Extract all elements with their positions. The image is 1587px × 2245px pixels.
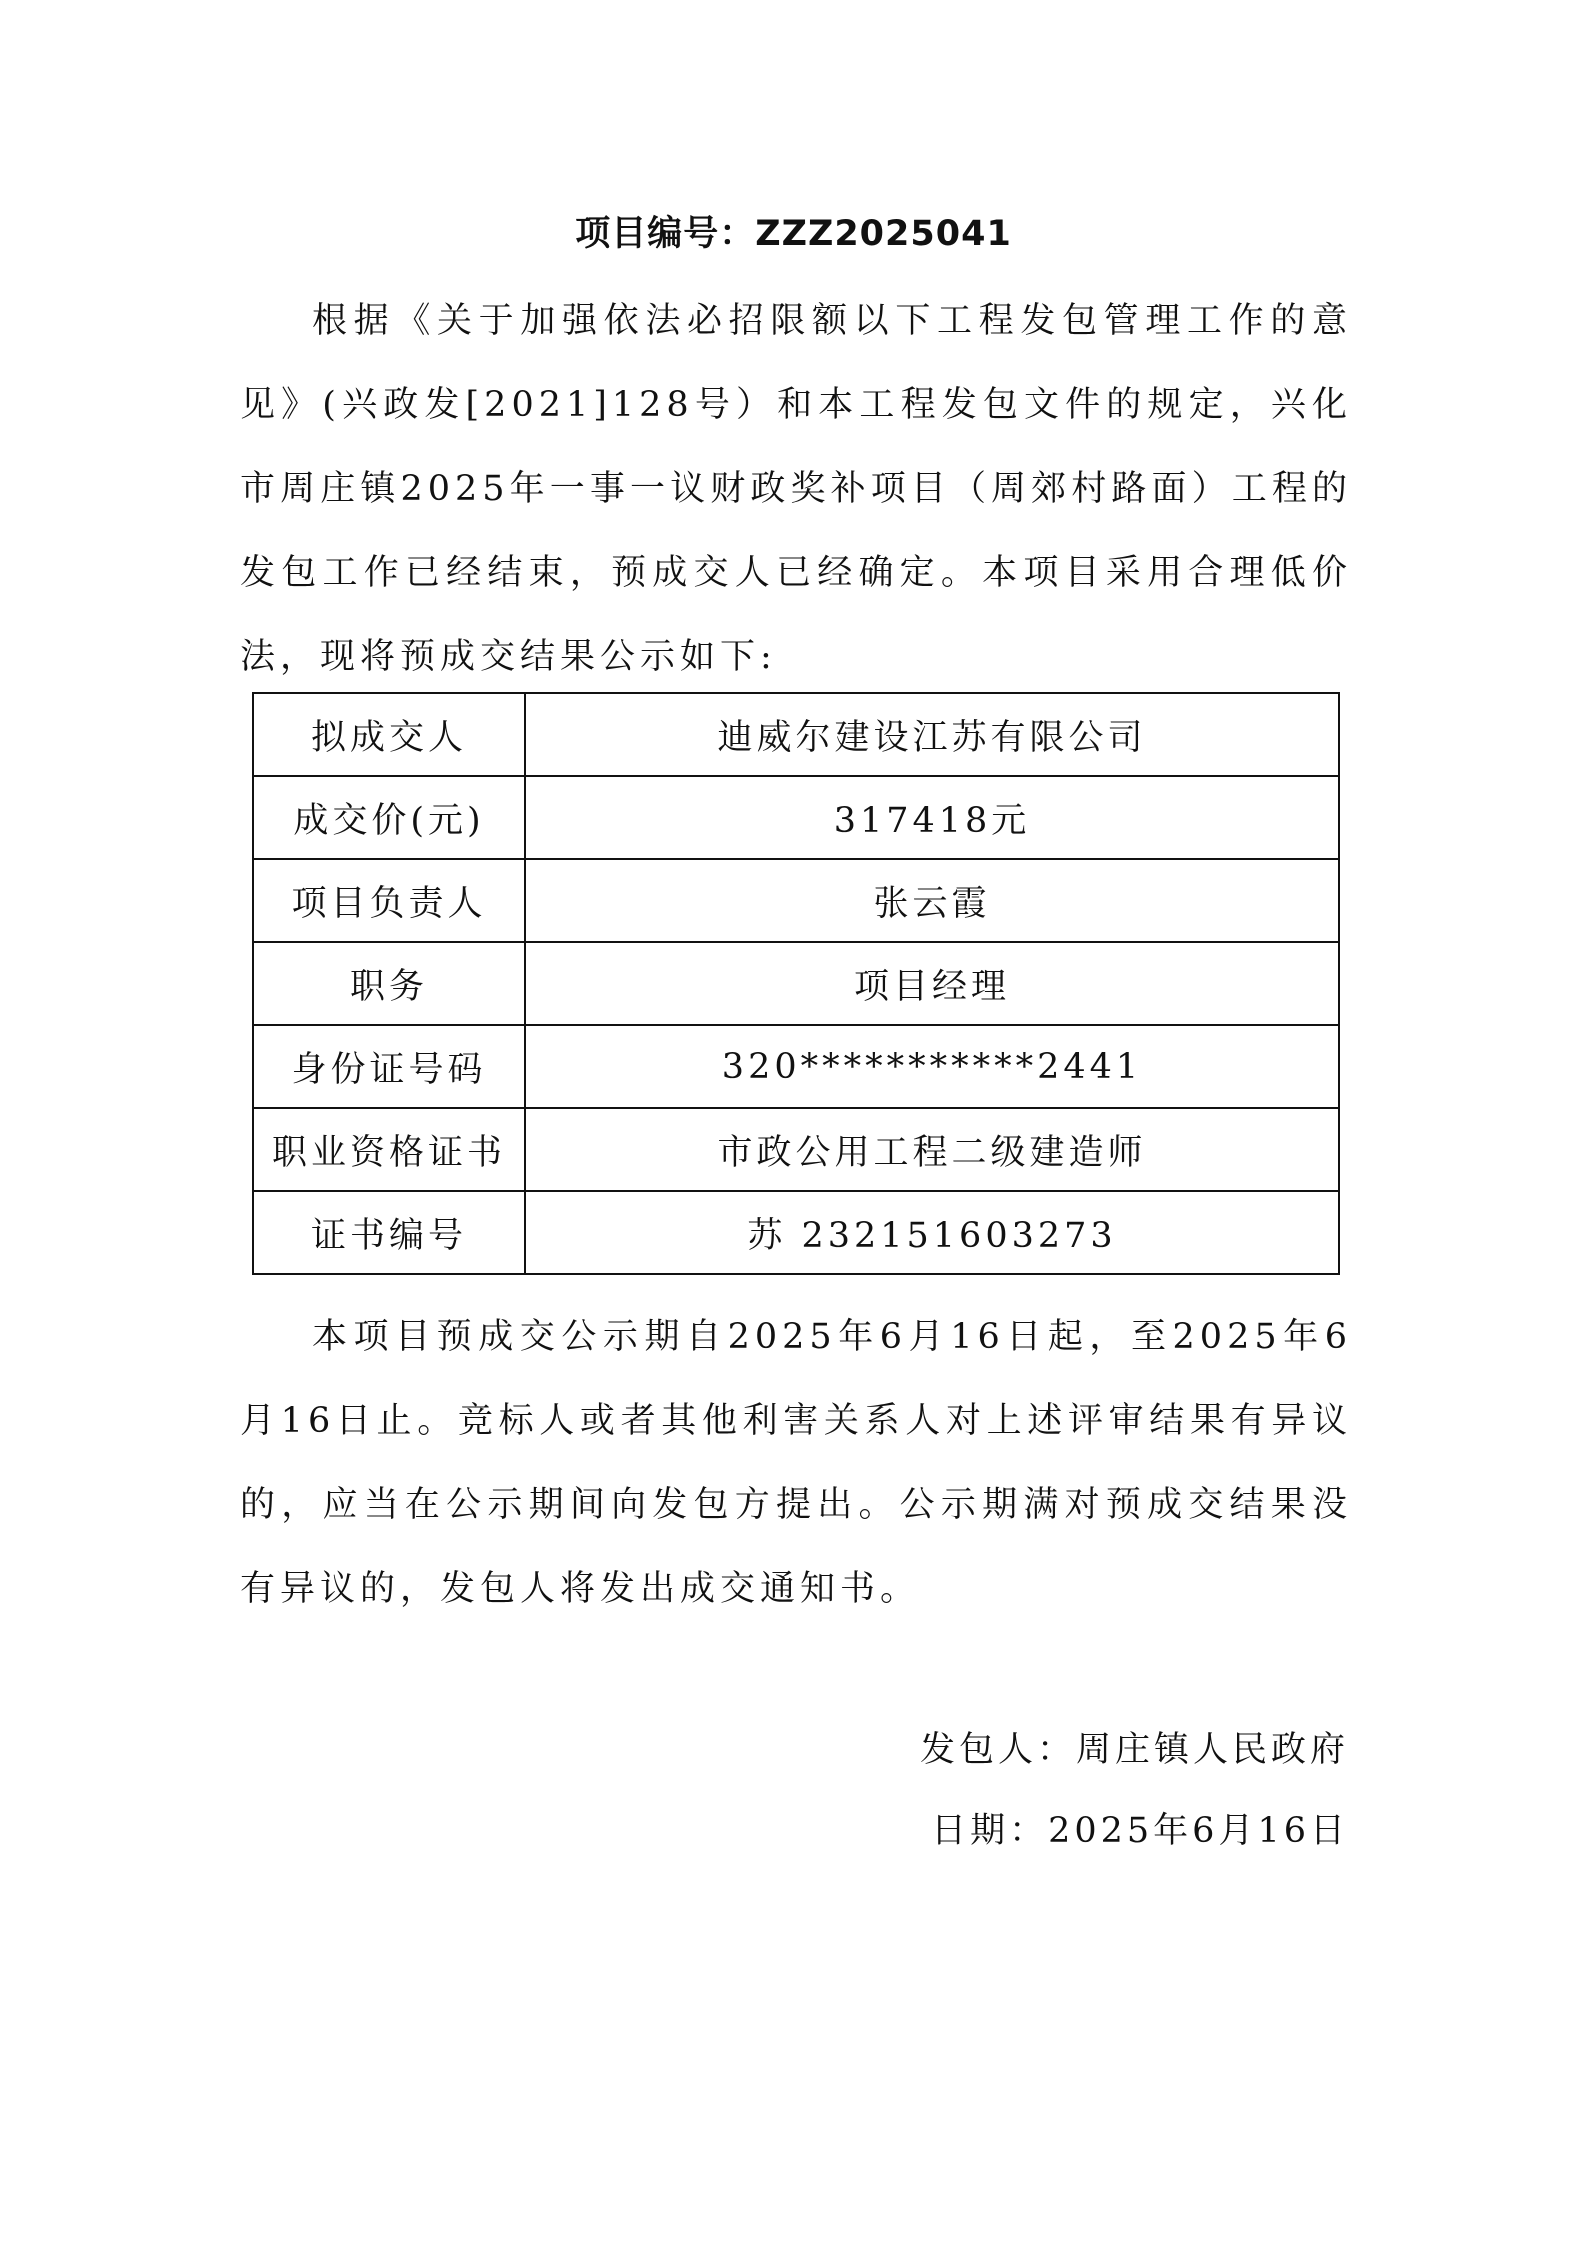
row-value: 苏 232151603273 <box>525 1191 1339 1274</box>
row-label: 拟成交人 <box>253 693 525 776</box>
table-row <box>253 1025 1339 1108</box>
signature-date: 日期：2025年6月16日 <box>931 1811 1349 1851</box>
notice-paragraph: 本项目预成交公示期自2025年6月16日起，至2025年6月16日止。竞标人或者其他利害关系人对上述评审结果有异议的，应当在公示期间向发包方提出。公示期满对预成交结果没有异议的，发包人将发出成交通知书。 <box>240 1317 1352 1609</box>
row-value: 320***********2441 <box>525 1025 1339 1108</box>
row-value: 317418元 <box>525 776 1339 859</box>
table-row <box>253 693 1339 776</box>
intro-paragraph: 根据《关于加强依法必招限额以下工程发包管理工作的意见》(兴政发[2021]128号）和本工程发包文件的规定，兴化市周庄镇2025年一事一议财政奖补项目（周郊村路面）工程的发包工作已经结束，预成交人已经确定。本项目采用合理低价法，现将预成交结果公示如下: <box>240 301 1352 677</box>
table-row <box>253 859 1339 942</box>
row-value: 市政公用工程二级建造师 <box>525 1108 1339 1191</box>
table-row <box>253 942 1339 1025</box>
row-label: 项目负责人 <box>253 859 525 942</box>
row-label: 成交价(元) <box>253 776 525 859</box>
row-value: 项目经理 <box>525 942 1339 1025</box>
project-number-title: 项目编号：ZZZ2025041 <box>575 214 1012 254</box>
row-value: 张云霞 <box>525 859 1339 942</box>
row-label: 身份证号码 <box>253 1025 525 1108</box>
row-value: 迪威尔建设江苏有限公司 <box>525 693 1339 776</box>
table-row <box>253 776 1339 859</box>
issuer-signature: 发包人：周庄镇人民政府 <box>919 1730 1349 1770</box>
row-label: 证书编号 <box>253 1191 525 1274</box>
table-row <box>253 1191 1339 1274</box>
table-row <box>253 1108 1339 1191</box>
row-label: 职务 <box>253 942 525 1025</box>
result-table <box>252 692 1340 1275</box>
row-label: 职业资格证书 <box>253 1108 525 1191</box>
